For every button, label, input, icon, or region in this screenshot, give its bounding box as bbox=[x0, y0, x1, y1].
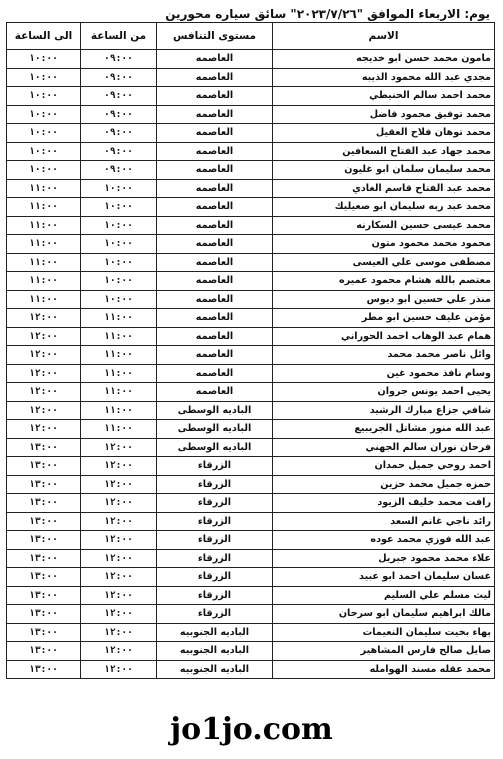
name-cell: صايل صالح فارس المشاهير bbox=[273, 642, 495, 661]
table-row bbox=[7, 198, 495, 217]
to-time-cell: ١٣:٠٠ bbox=[7, 549, 81, 568]
level-cell: الباديه الوسطى bbox=[157, 438, 273, 457]
from-time-cell: ١٢:٠٠ bbox=[81, 475, 157, 494]
level-cell: العاصمه bbox=[157, 272, 273, 291]
name-cell: محمد جهاد عبد الفتاح السعافين bbox=[273, 142, 495, 161]
name-cell: مجدي عبد الله محمود الذيبه bbox=[273, 68, 495, 87]
level-cell: الزرقاء bbox=[157, 549, 273, 568]
name-cell: حمزه جميل محمد حزين bbox=[273, 475, 495, 494]
table-row bbox=[7, 124, 495, 143]
table-row bbox=[7, 290, 495, 309]
to-time-cell: ١٣:٠٠ bbox=[7, 494, 81, 513]
name-cell: محمد عبد ربه سليمان ابو صعيليك bbox=[273, 198, 495, 217]
table-row bbox=[7, 401, 495, 420]
level-cell: الباديه الوسطى bbox=[157, 420, 273, 439]
from-time-cell: ١٢:٠٠ bbox=[81, 642, 157, 661]
from-time-cell: ١١:٠٠ bbox=[81, 309, 157, 328]
name-cell: محمد عبد الفتاح قاسم الغادي bbox=[273, 179, 495, 198]
to-time-cell: ١١:٠٠ bbox=[7, 272, 81, 291]
to-time-cell: ١٠:٠٠ bbox=[7, 68, 81, 87]
table-row bbox=[7, 420, 495, 439]
to-time-cell: ١٣:٠٠ bbox=[7, 438, 81, 457]
level-cell: العاصمه bbox=[157, 290, 273, 309]
from-time-cell: ١٢:٠٠ bbox=[81, 660, 157, 679]
to-time-cell: ١٢:٠٠ bbox=[7, 327, 81, 346]
to-time-cell: ١٠:٠٠ bbox=[7, 87, 81, 106]
table-row bbox=[7, 87, 495, 106]
from-time-cell: ١٠:٠٠ bbox=[81, 179, 157, 198]
to-time-cell: ١١:٠٠ bbox=[7, 216, 81, 235]
level-cell: الزرقاء bbox=[157, 512, 273, 531]
table-row bbox=[7, 272, 495, 291]
name-cell: محمد سليمان سلمان ابو غليون bbox=[273, 161, 495, 180]
level-cell: الباديه الجنوبيه bbox=[157, 623, 273, 642]
to-time-cell: ١٠:٠٠ bbox=[7, 124, 81, 143]
to-time-cell: ١٣:٠٠ bbox=[7, 531, 81, 550]
name-cell: محمد توفيق محمود فاضل bbox=[273, 105, 495, 124]
level-cell: العاصمه bbox=[157, 142, 273, 161]
from-time-cell: ١٠:٠٠ bbox=[81, 290, 157, 309]
level-cell: الباديه الوسطى bbox=[157, 401, 273, 420]
to-time-cell: ١١:٠٠ bbox=[7, 179, 81, 198]
from-time-cell: ١٠:٠٠ bbox=[81, 198, 157, 217]
from-time-cell: ١٢:٠٠ bbox=[81, 549, 157, 568]
to-time-cell: ١١:٠٠ bbox=[7, 235, 81, 254]
name-cell: وائل ناصر محمد محمد bbox=[273, 346, 495, 365]
table-row bbox=[7, 346, 495, 365]
table-row bbox=[7, 50, 495, 69]
to-time-cell: ١٠:٠٠ bbox=[7, 142, 81, 161]
from-time-cell: ١٠:٠٠ bbox=[81, 272, 157, 291]
table-row bbox=[7, 531, 495, 550]
from-time-cell: ١٢:٠٠ bbox=[81, 623, 157, 642]
table-row bbox=[7, 383, 495, 402]
level-cell: الباديه الجنوبيه bbox=[157, 642, 273, 661]
name-cell: معتصم بالله هشام محمود عميره bbox=[273, 272, 495, 291]
from-time-cell: ١٠:٠٠ bbox=[81, 235, 157, 254]
to-time-cell: ١٣:٠٠ bbox=[7, 568, 81, 587]
schedule-table bbox=[6, 22, 495, 679]
name-cell: رائد ناجي غانم السعد bbox=[273, 512, 495, 531]
name-cell: بهاء بخيت سليمان النعيمات bbox=[273, 623, 495, 642]
from-time-cell: ١٢:٠٠ bbox=[81, 494, 157, 513]
table-header-row bbox=[7, 23, 495, 50]
table-row bbox=[7, 660, 495, 679]
to-time-cell: ١٣:٠٠ bbox=[7, 605, 81, 624]
from-time-cell: ١٢:٠٠ bbox=[81, 531, 157, 550]
level-cell: العاصمه bbox=[157, 68, 273, 87]
table-row bbox=[7, 142, 495, 161]
level-cell: الزرقاء bbox=[157, 605, 273, 624]
level-cell: العاصمه bbox=[157, 235, 273, 254]
name-cell: يحيى احمد يونس جروان bbox=[273, 383, 495, 402]
to-time-cell: ١٠:٠٠ bbox=[7, 161, 81, 180]
to-time-cell: ١٢:٠٠ bbox=[7, 383, 81, 402]
table-row bbox=[7, 475, 495, 494]
from-time-cell: ١٢:٠٠ bbox=[81, 605, 157, 624]
name-cell: مؤمن عليف حسين ابو مطر bbox=[273, 309, 495, 328]
to-time-cell: ١٢:٠٠ bbox=[7, 364, 81, 383]
level-cell: العاصمه bbox=[157, 327, 273, 346]
table-row bbox=[7, 309, 495, 328]
from-time-cell: ١١:٠٠ bbox=[81, 364, 157, 383]
name-cell: محمد عقله مسند الهوامله bbox=[273, 660, 495, 679]
from-time-cell: ١٢:٠٠ bbox=[81, 438, 157, 457]
from-time-cell: ١٢:٠٠ bbox=[81, 457, 157, 476]
name-cell: وسام نافذ محمود غين bbox=[273, 364, 495, 383]
name-cell: محمد احمد سالم الحنيطي bbox=[273, 87, 495, 106]
table-row bbox=[7, 494, 495, 513]
name-cell: فرحان نوران سالم الجهني bbox=[273, 438, 495, 457]
table-row bbox=[7, 549, 495, 568]
from-time-cell: ١١:٠٠ bbox=[81, 346, 157, 365]
level-cell: الزرقاء bbox=[157, 586, 273, 605]
level-cell: العاصمه bbox=[157, 253, 273, 272]
table-row bbox=[7, 605, 495, 624]
table-row bbox=[7, 568, 495, 587]
to-time-cell: ١١:٠٠ bbox=[7, 253, 81, 272]
name-cell: عبد الله منور مشاتل الجريبيع bbox=[273, 420, 495, 439]
table-row bbox=[7, 586, 495, 605]
level-cell: العاصمه bbox=[157, 216, 273, 235]
name-cell: شافي جزاع مبارك الرشيد bbox=[273, 401, 495, 420]
to-time-cell: ١٢:٠٠ bbox=[7, 309, 81, 328]
level-cell: الزرقاء bbox=[157, 457, 273, 476]
name-cell: ليث مسلم علي السليم bbox=[273, 586, 495, 605]
name-cell: مصطفى موسى علي العيسى bbox=[273, 253, 495, 272]
name-cell: مالك ابراهيم سليمان ابو سرحان bbox=[273, 605, 495, 624]
from-time-cell: ١١:٠٠ bbox=[81, 383, 157, 402]
from-time-cell: ٠٩:٠٠ bbox=[81, 142, 157, 161]
from-time-cell: ١٠:٠٠ bbox=[81, 216, 157, 235]
level-cell: العاصمه bbox=[157, 50, 273, 69]
to-time-cell: ١٣:٠٠ bbox=[7, 660, 81, 679]
table-row bbox=[7, 105, 495, 124]
table-row bbox=[7, 235, 495, 254]
to-time-cell: ١١:٠٠ bbox=[7, 198, 81, 217]
level-cell: الزرقاء bbox=[157, 494, 273, 513]
level-cell: العاصمه bbox=[157, 383, 273, 402]
table-row bbox=[7, 216, 495, 235]
schedule-heading: يوم: الاربعاء الموافق "٢٠٢٣/٧/٢٦" سائق سياره محورين bbox=[165, 7, 490, 21]
to-time-cell: ١٣:٠٠ bbox=[7, 457, 81, 476]
site-watermark: jo1jo.com bbox=[170, 712, 333, 747]
schedule-sheet bbox=[6, 6, 494, 679]
level-cell: العاصمه bbox=[157, 198, 273, 217]
from-time-cell: ٠٩:٠٠ bbox=[81, 50, 157, 69]
from-time-cell: ١١:٠٠ bbox=[81, 327, 157, 346]
name-cell: محمد عيسى حسين السكارنه bbox=[273, 216, 495, 235]
level-cell: الزرقاء bbox=[157, 475, 273, 494]
level-cell: العاصمه bbox=[157, 161, 273, 180]
to-time-cell: ١٣:٠٠ bbox=[7, 512, 81, 531]
from-time-cell: ١١:٠٠ bbox=[81, 420, 157, 439]
name-cell: محمد توهان فلاح العقيل bbox=[273, 124, 495, 143]
table-row bbox=[7, 438, 495, 457]
to-time-cell: ١٣:٠٠ bbox=[7, 623, 81, 642]
name-cell: احمد روحي جميل حمدان bbox=[273, 457, 495, 476]
table-row bbox=[7, 68, 495, 87]
name-cell: رافت محمد خليف الزيود bbox=[273, 494, 495, 513]
level-cell: الباديه الجنوبيه bbox=[157, 660, 273, 679]
column-header-to: الى الساعة bbox=[7, 23, 81, 50]
table-row bbox=[7, 623, 495, 642]
from-time-cell: ١٢:٠٠ bbox=[81, 586, 157, 605]
from-time-cell: ١٢:٠٠ bbox=[81, 568, 157, 587]
table-row bbox=[7, 512, 495, 531]
level-cell: العاصمه bbox=[157, 346, 273, 365]
level-cell: العاصمه bbox=[157, 309, 273, 328]
column-header-from: من الساعة bbox=[81, 23, 157, 50]
name-cell: عبد الله فوزي محمد عوده bbox=[273, 531, 495, 550]
to-time-cell: ١١:٠٠ bbox=[7, 290, 81, 309]
from-time-cell: ١٠:٠٠ bbox=[81, 253, 157, 272]
level-cell: العاصمه bbox=[157, 179, 273, 198]
name-cell: غسان سليمان احمد ابو عبيد bbox=[273, 568, 495, 587]
level-cell: العاصمه bbox=[157, 105, 273, 124]
from-time-cell: ١٢:٠٠ bbox=[81, 512, 157, 531]
table-row bbox=[7, 161, 495, 180]
table-row bbox=[7, 364, 495, 383]
name-cell: مامون محمد حسن ابو خديجه bbox=[273, 50, 495, 69]
to-time-cell: ١٣:٠٠ bbox=[7, 586, 81, 605]
level-cell: العاصمه bbox=[157, 124, 273, 143]
table-row bbox=[7, 327, 495, 346]
level-cell: العاصمه bbox=[157, 364, 273, 383]
name-cell: علاء محمد محمود جبريل bbox=[273, 549, 495, 568]
name-cell: همام عبد الوهاب احمد الحوراني bbox=[273, 327, 495, 346]
to-time-cell: ١٢:٠٠ bbox=[7, 401, 81, 420]
to-time-cell: ١٢:٠٠ bbox=[7, 346, 81, 365]
from-time-cell: ٠٩:٠٠ bbox=[81, 68, 157, 87]
to-time-cell: ١٠:٠٠ bbox=[7, 50, 81, 69]
table-row bbox=[7, 179, 495, 198]
column-header-level: مستوى التنافس bbox=[157, 23, 273, 50]
from-time-cell: ٠٩:٠٠ bbox=[81, 105, 157, 124]
level-cell: العاصمه bbox=[157, 87, 273, 106]
level-cell: الزرقاء bbox=[157, 568, 273, 587]
column-header-name: الاسم bbox=[273, 23, 495, 50]
from-time-cell: ١١:٠٠ bbox=[81, 401, 157, 420]
to-time-cell: ١٢:٠٠ bbox=[7, 420, 81, 439]
level-cell: الزرقاء bbox=[157, 531, 273, 550]
from-time-cell: ٠٩:٠٠ bbox=[81, 87, 157, 106]
from-time-cell: ٠٩:٠٠ bbox=[81, 124, 157, 143]
to-time-cell: ١٣:٠٠ bbox=[7, 475, 81, 494]
table-row bbox=[7, 457, 495, 476]
from-time-cell: ٠٩:٠٠ bbox=[81, 161, 157, 180]
table-row bbox=[7, 253, 495, 272]
name-cell: منذر علي حسين ابو ديوس bbox=[273, 290, 495, 309]
name-cell: محمود محمد محمود متون bbox=[273, 235, 495, 254]
to-time-cell: ١٠:٠٠ bbox=[7, 105, 81, 124]
table-row bbox=[7, 642, 495, 661]
to-time-cell: ١٣:٠٠ bbox=[7, 642, 81, 661]
